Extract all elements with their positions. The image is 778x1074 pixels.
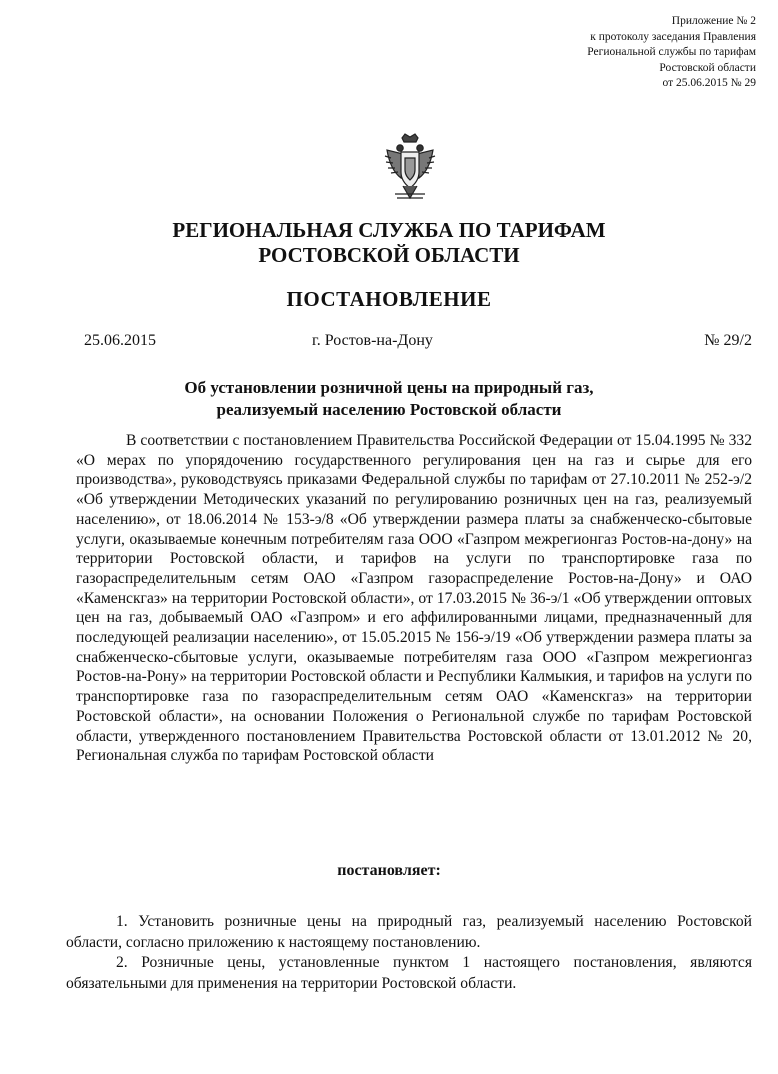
coat-of-arms-icon [381,132,439,202]
resolves-heading: постановляет: [337,862,441,879]
resolution-item: 1. Установить розничные цены на природный газ, реализуемый населению Ростовской области, согласно приложению к настоящему постановлению. [66,913,752,951]
preamble-section [76,431,752,766]
document-meta-row [84,330,752,352]
document-type-title: ПОСТАНОВЛЕНИЕ [286,287,492,311]
document-subject-line: Об установлении розничной цены на природный газ, [184,378,594,397]
resolution-item: 2. Розничные цены, установленные пунктом 1 настоящего постановления, являются обязательными для применения на территории Ростовской области. [66,954,752,992]
preamble-paragraph: В соответствии с постановлением Правительства Российской Федерации от 15.04.1995 № 332 «О мерах по упорядочению государственного регулирования цен на газ и сырье для его производства», руководствуясь приказами Федеральной службы по тарифам от 27.10.2011 № 252-э/2 «Об утверждении Методических указаний по регулированию розничных цен на газ, реализуемый населению», от 18.06.2014 № 153-э/8 «Об утверждении размера платы за снабженческо-сбытовые услуги, оказываемые конечным потребителям газа ООО «Газпром межрегионгаз Ростов-на-дону» на территории Ростовской области, и тарифов на услуги по транспортировке газа по газораспределительным сетям ОАО «Газпром газораспределение Ростов-на-Дону» и ОАО «Каменскгаз» на территории Ростовской области», от 17.03.2015 № 36-э/1 «Об утверждении оптовых цен на газ, добываемый ОАО «Газпром» и его аффилированными лицами, предназначенный для последующей реализации населению», от 15.05.2015 № 156-э/19 «Об утверждении размера платы за снабженческо-сбытовые услуги, оказываемые потребителям газа ООО «Газпром межрегионгаз Ростов-на-Рону» на территории Ростовской области и Республики Калмыкия, и тарифов на услуги по транспортировке газа по газораспределительным сетям ОАО «Каменскгаз» на территории Ростовской области», на основании Положения о Региональной службе по тарифам Ростовской области, утвержденного постановлением Правительства Ростовской области от 13.01.2012 № 20, Региональная служба по тарифам Ростовской области [76,432,752,765]
appendix-line: к протоколу заседания Правления [590,30,756,43]
organization-name-line: РОСТОВСКОЙ ОБЛАСТИ [258,243,520,267]
appendix-line: Ростовской области [659,61,756,74]
document-number: № 29/2 [704,332,752,349]
resolution-items [66,912,752,994]
document-subject [0,377,778,421]
appendix-note [456,14,756,92]
appendix-line: Приложение № 2 [671,15,756,27]
organization-name-line: РЕГИОНАЛЬНАЯ СЛУЖБА ПО ТАРИФАМ [172,218,606,242]
appendix-line: от 25.06.2015 № 29 [662,77,756,89]
document-date: 25.06.2015 [84,332,156,349]
document-city: г. Ростов-на-Дону [312,332,433,349]
appendix-line: Региональной службы по тарифам [587,46,756,58]
document-subject-line: реализуемый населению Ростовской области [216,400,562,419]
organization-name [0,218,778,268]
